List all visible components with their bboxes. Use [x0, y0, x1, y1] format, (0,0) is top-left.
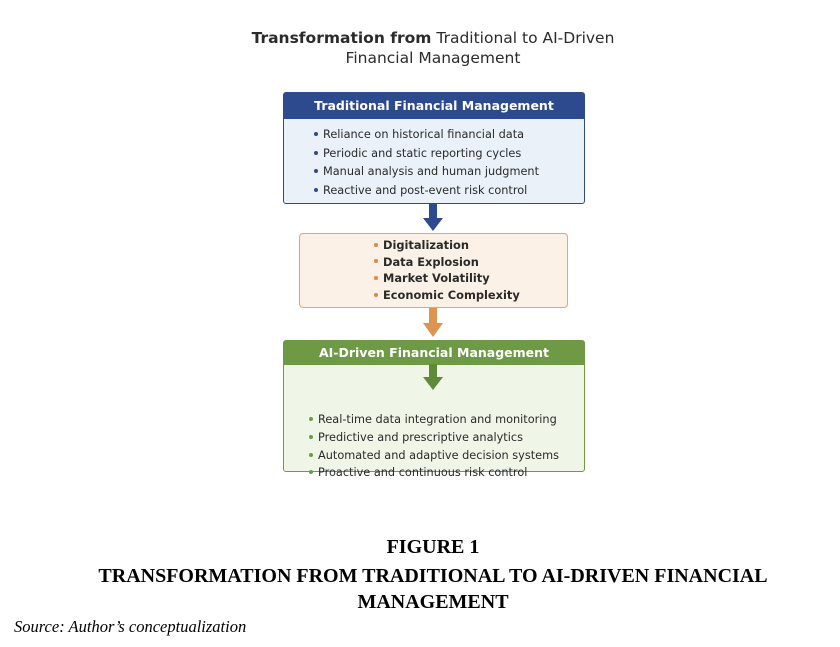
- list-item-text: Automated and adaptive decision systems: [318, 448, 560, 462]
- drivers-box: [299, 233, 568, 308]
- list-item-text: Market Volatility: [383, 271, 490, 286]
- bullet-icon: [314, 169, 318, 173]
- arrow-down-icon: [422, 364, 444, 391]
- list-item-text: Manual analysis and human judgment: [323, 165, 539, 178]
- list-item: [309, 447, 584, 465]
- figure-caption-line2: MANAGEMENT: [357, 591, 509, 613]
- list-item-text: Proactive and continuous risk control: [318, 466, 528, 480]
- list-item: [309, 411, 584, 429]
- source-note: Source: Author’s conceptualization: [14, 617, 247, 636]
- bullet-icon: [314, 151, 318, 155]
- traditional-header: Traditional Financial Management: [284, 93, 584, 119]
- list-item: [374, 287, 567, 304]
- diagram-title: [0, 28, 840, 68]
- list-item: [374, 254, 567, 271]
- list-item-text: Economic Complexity: [383, 288, 520, 303]
- list-item-text: Periodic and static reporting cycles: [323, 146, 522, 160]
- traditional-box: [283, 92, 585, 204]
- list-item-text: Predictive and prescriptive analytics: [318, 430, 523, 444]
- bullet-icon: [374, 243, 378, 247]
- list-item: [314, 145, 584, 164]
- traditional-list: [284, 119, 584, 200]
- figure-label: FIGURE 1: [386, 536, 480, 558]
- arrow-down-icon: [422, 308, 444, 338]
- arrow-down-icon: [422, 204, 444, 232]
- list-item: [314, 182, 584, 201]
- bullet-icon: [309, 470, 313, 474]
- bullet-icon: [309, 435, 313, 439]
- bullet-icon: [314, 188, 318, 192]
- ai-driven-box: [283, 340, 585, 480]
- list-item-text: Digitalization: [383, 238, 469, 252]
- list-item: [374, 270, 567, 287]
- list-item: [314, 126, 584, 145]
- diagram-title-bold: Transformation from: [251, 29, 432, 47]
- bullet-icon: [309, 453, 313, 457]
- ai-driven-header: AI-Driven Financial Management: [284, 341, 584, 365]
- bullet-icon: [309, 417, 313, 421]
- list-item-text: Data Explosion: [383, 254, 479, 269]
- list-item-text: Real-time data integration and monitoring: [318, 413, 557, 426]
- figure-caption: [0, 563, 840, 615]
- list-item-text: Reactive and post-event risk control: [323, 183, 528, 197]
- list-item-text: Reliance on historical financial data: [323, 128, 525, 141]
- list-item: [309, 429, 584, 447]
- list-item: [374, 237, 567, 254]
- bullet-icon: [374, 259, 378, 263]
- list-item: [314, 163, 584, 182]
- list-item: [309, 464, 584, 482]
- drivers-list: [300, 234, 567, 304]
- diagram-title-line1: [0, 28, 840, 48]
- diagram-title-rest: Traditional to AI-Driven: [436, 29, 615, 47]
- figure-caption-line1: TRANSFORMATION FROM TRADITIONAL TO AI-DRIVEN FINANCIAL: [98, 565, 768, 587]
- bullet-icon: [374, 276, 378, 280]
- diagram-title-line2: Financial Management: [345, 49, 521, 67]
- bullet-icon: [314, 132, 318, 136]
- bullet-icon: [374, 293, 378, 297]
